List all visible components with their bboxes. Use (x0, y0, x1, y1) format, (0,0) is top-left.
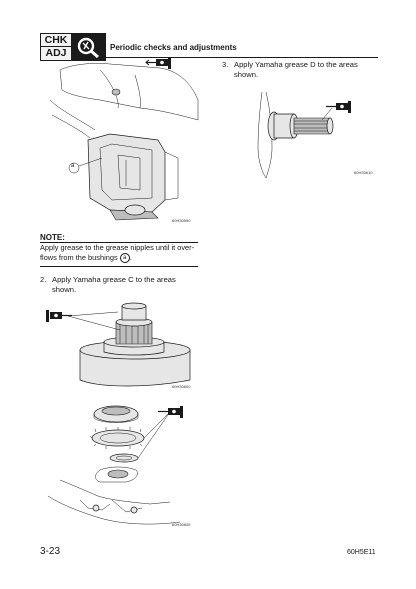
figure-1 (40, 60, 200, 230)
note-end: . (129, 253, 132, 262)
step-2 (40, 275, 200, 297)
step-line-1: Apply Yamaha grease C to the areas (52, 275, 176, 284)
figure-4 (222, 88, 378, 180)
step-number: 3. (222, 60, 229, 69)
badge-top-label: CHK (41, 34, 71, 47)
note-text (40, 243, 200, 263)
page-number: 3-23 (40, 546, 61, 557)
step-number: 2. (40, 275, 47, 284)
note-line-2: flows from the bushings (40, 253, 118, 262)
figure-2 (40, 302, 200, 394)
step-line-2: shown. (52, 285, 77, 294)
grease-gun-icon (158, 406, 188, 418)
grease-gun-icon (42, 310, 72, 322)
step-3 (222, 60, 378, 82)
chk-adj-badge (40, 33, 72, 61)
grease-gun-icon (146, 57, 176, 69)
figure-3 (40, 400, 200, 530)
header-title: Periodic checks and adjustments (110, 43, 237, 52)
figure-code: 60H30590 (172, 218, 191, 223)
note-rule-bottom (40, 266, 198, 267)
note-ref-circle: a (120, 253, 130, 263)
step-line-2: shown. (234, 70, 259, 79)
note-title: NOTE: (40, 233, 65, 242)
figure-code: 60H30605 (172, 522, 191, 527)
badge-bottom-label: ADJ (45, 47, 67, 59)
magnifier-wrench-icon (72, 33, 106, 61)
callout-a: a (71, 163, 75, 169)
grease-gun-icon (326, 101, 356, 113)
figure-code: 60H30600 (172, 384, 191, 389)
note-line-1: Apply grease to the grease nipples until it over- (40, 243, 195, 252)
document-code: 60H5E11 (347, 549, 376, 556)
figure-code: 60H30610 (354, 170, 373, 175)
step-line-1: Apply Yamaha grease D to the areas (234, 60, 358, 69)
